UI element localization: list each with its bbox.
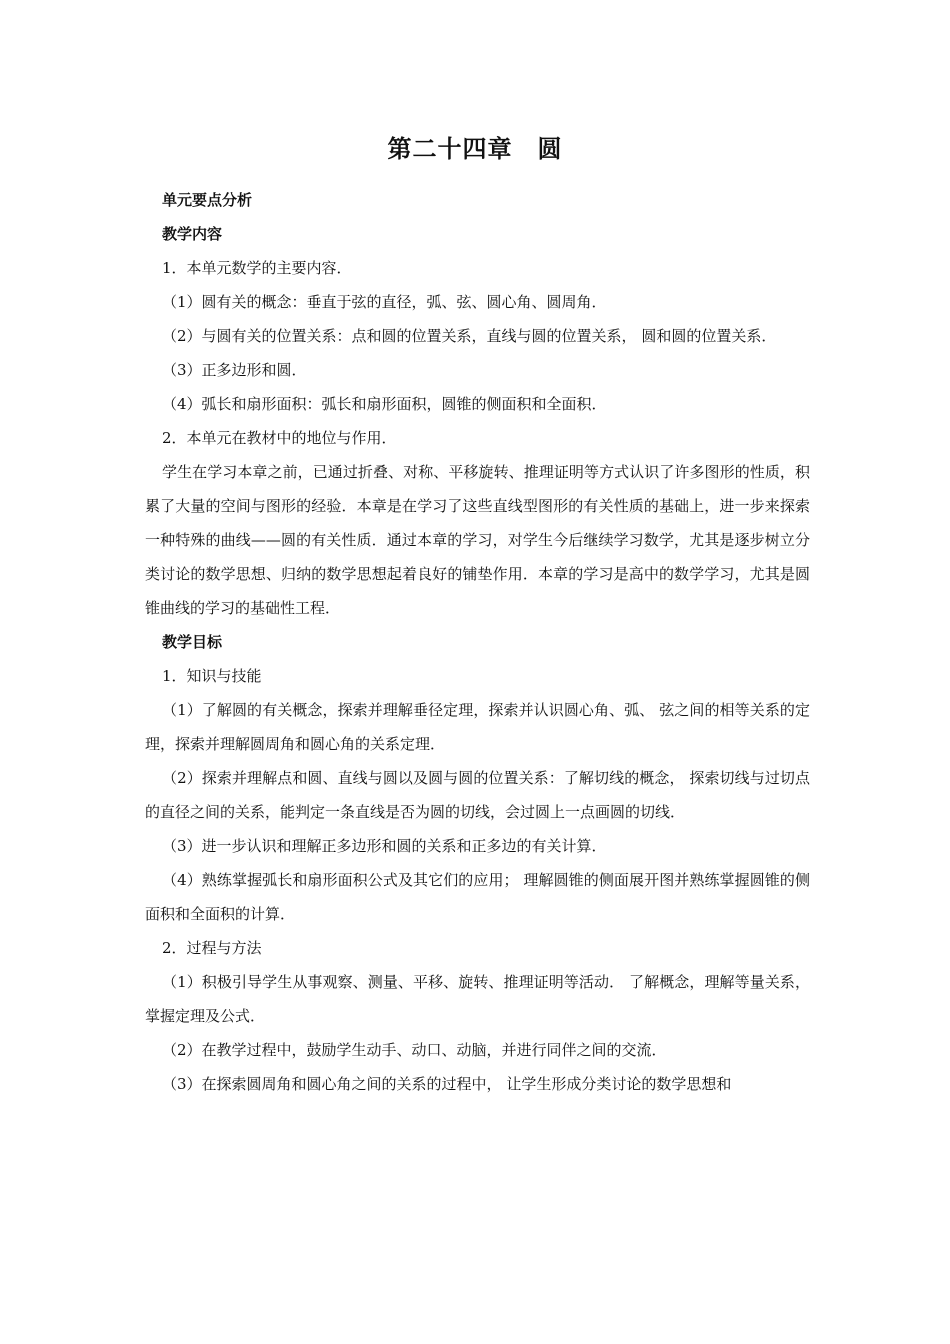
paragraph-content-1-4: （4）弧长和扇形面积：弧长和扇形面积，圆锥的侧面积和全面积．: [162, 395, 607, 413]
paragraph-goal-1-3: （3）进一步认识和理解正多边形和圆的关系和正多边的有关计算．: [162, 837, 607, 855]
paragraph-goal-2-2: （2）在教学过程中，鼓励学生动手、动口、动脑，并进行同伴之间的交流．: [162, 1041, 667, 1059]
paragraph-goal-1-2: （2）探索并理解点和圆、直线与圆以及圆与圆的位置关系：了解切线的概念， 探索切线与过切点的直径之间的关系，能判定一条直线是否为圆的切线，会过圆上一点画圆的切线．: [145, 769, 810, 821]
paragraph-goal-1-4: （4）熟练掌握弧长和扇形面积公式及其它们的应用； 理解圆锥的侧面展开图并熟练掌握圆锥的侧面积和全面积的计算．: [145, 871, 810, 923]
section-heading-unit-analysis: 单元要点分析: [162, 191, 253, 209]
paragraph-content-1-3: （3）正多边形和圆．: [162, 361, 307, 379]
paragraph-content-1-2: （2）与圆有关的位置关系：点和圆的位置关系，直线与圆的位置关系， 圆和圆的位置关系．: [162, 327, 777, 345]
paragraph-content-2: 2．本单元在教材中的地位与作用．: [162, 429, 397, 447]
section-heading-teaching-content: 教学内容: [162, 225, 223, 243]
chapter-title: 第二十四章 圆: [387, 135, 563, 163]
section-heading-teaching-goals: 教学目标: [162, 633, 223, 651]
paragraph-content-1-1: （1）圆有关的概念：垂直于弦的直径，弧、弦、圆心角、圆周角．: [162, 293, 607, 311]
paragraph-goal-2: 2．过程与方法: [162, 939, 262, 957]
paragraph-content-2-body: 学生在学习本章之前，已通过折叠、对称、平移旋转、推理证明等方式认识了许多图形的性质，积累了大量的空间与图形的经验．本章是在学习了这些直线型图形的有关性质的基础上，进一步来探索一种特殊的曲线——圆的有关性质．通过本章的学习，对学生今后继续学习数学，尤其是逐步树立分类讨论的数学思想、归纳的数学思想起着良好的铺垫作用．本章的学习是高中的数学学习，尤其是圆锥曲线的学习的基础性工程．: [145, 463, 810, 617]
document-body: [145, 183, 810, 1101]
paragraph-goal-2-1: （1）积极引导学生从事观察、测量、平移、旋转、推理证明等活动． 了解概念，理解等量关系，掌握定理及公式．: [145, 973, 810, 1025]
paragraph-goal-2-3: （3）在探索圆周角和圆心角之间的关系的过程中， 让学生形成分类讨论的数学思想和: [162, 1075, 732, 1093]
paragraph-goal-1: 1．知识与技能: [162, 667, 262, 685]
paragraph-goal-1-1: （1）了解圆的有关概念，探索并理解垂径定理，探索并认识圆心角、弧、 弦之间的相等关系的定理，探索并理解圆周角和圆心角的关系定理．: [145, 701, 810, 753]
paragraph-content-1: 1．本单元数学的主要内容．: [162, 259, 352, 277]
